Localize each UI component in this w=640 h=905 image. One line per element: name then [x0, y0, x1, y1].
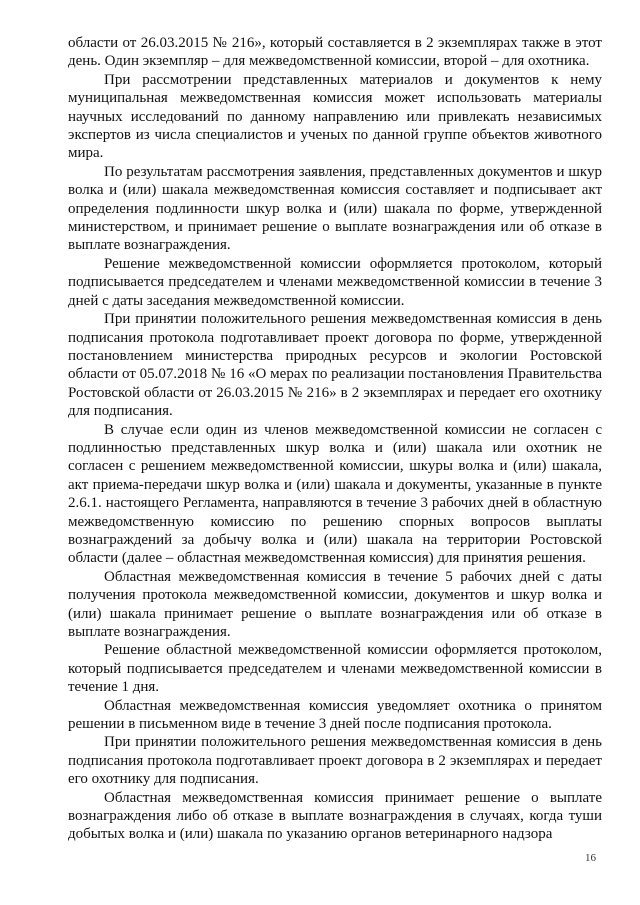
paragraph-5: При принятии положительного решения межведомственная комиссия в день подписания протокола подготавливает проект договора по форме, утвержденной постановлением министерства природных ресурсов и экологии Ростовской области от 05.07.2018 № 16 «О мерах по реализации постановления Правительства Ростовской области от 26.03.2015 № 216» в 2 экземплярах и передает его охотнику для подписания. — [68, 311, 602, 420]
paragraph-4: Решение межведомственной комиссии оформляется протоколом, который подписывается председателем и членами межведомственной комиссии в течение 3 дней с даты заседания межведомственной комиссии. — [68, 255, 602, 309]
paragraph-8: Решение областной межведомственной комиссии оформляется протоколом, который подписывается председателем и членами межведомственной комиссии в течение 1 дня. — [68, 642, 602, 696]
body-text — [68, 34, 602, 844]
paragraph-9: Областная межведомственная комиссия уведомляет охотника о принятом решении в письменном виде в течение 3 дней после подписания протокола. — [68, 697, 602, 733]
paragraph-6: В случае если один из членов межведомственной комиссии не согласен с подлинностью представленных шкур волка и (или) шакала или охотник не согласен с решением межведомственной комиссии, шкуры волка и (или) шакала, акт приема-передачи шкур волка и (или) шакала и документы, указанные в пункте 2.6.1. настоящего Регламента, направляются в течение 3 рабочих дней в областную межведомственную комиссию по решению спорных вопросов выплаты вознаграждений за добычу волка и (или) шакала на территории Ростовской области (далее – областная межведомственная комиссия) для принятия решения. — [68, 421, 602, 567]
paragraph-7: Областная межведомственная комиссия в течение 5 рабочих дней с даты получения протокола межведомственной комиссии, документов и шкур волка и (или) шакала принимает решение о выплате вознаграждения или об отказе в выплате вознаграждения. — [68, 568, 602, 640]
paragraph-10: При принятии положительного решения межведомственная комиссия в день подписания протокола подготавливает проект договора в 2 экземплярах и передает его охотнику для подписания. — [68, 734, 602, 788]
paragraph-3: По результатам рассмотрения заявления, представленных документов и шкур волка и (или) шакала межведомственная комиссия составляет и подписывает акт определения подлинности шкур волка и (или) шакала по форме, утвержденной министерством, и принимает решение о выплате вознаграждения или об отказе в выплате вознаграждения. — [68, 163, 602, 254]
paragraph-1: области от 26.03.2015 № 216», который составляется в 2 экземплярах также в этот день. Один экземпляр – для межведомственной комиссии, второй – для охотника. — [68, 35, 602, 70]
paragraph-2: При рассмотрении представленных материалов и документов к нему муниципальная межведомственная комиссия может использовать материалы научных исследований по данному направлению или привлекать независимых экспертов из числа специалистов и ученых по данной группе объектов животного мира. — [68, 71, 602, 162]
paragraph-11: Областная межведомственная комиссия принимает решение о выплате вознаграждения либо об отказе в выплате вознаграждения в случаях, когда туши добытых волка и (или) шакала по указанию органов ветеринарного надзора — [68, 789, 602, 843]
page-number: 16 — [585, 852, 596, 864]
